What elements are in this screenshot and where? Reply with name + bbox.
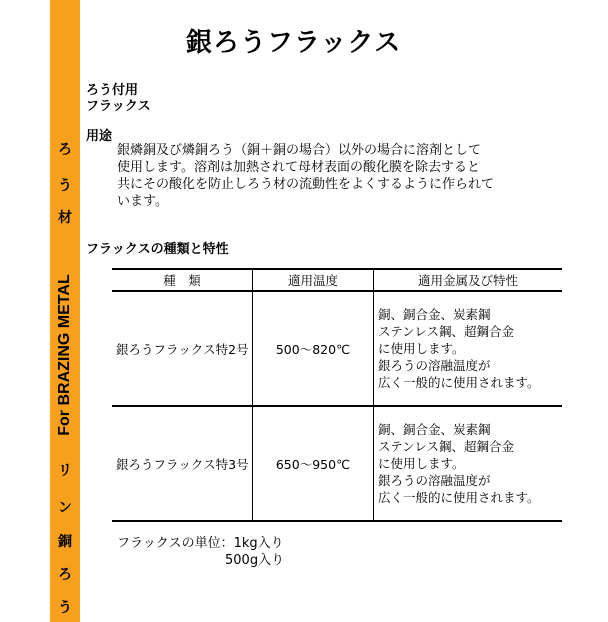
property-line: 銅、銅合金、炭素鋼 (378, 307, 491, 322)
property-line: に使用します。 (378, 341, 465, 356)
usage-heading: 用途 (86, 129, 113, 144)
property-line: に使用します。 (378, 456, 465, 471)
property-line: 銀ろうの溶融温度が (378, 473, 491, 488)
unit-value-2: 500g入り (225, 553, 285, 568)
sidebar-char: 材 (58, 210, 72, 226)
sidebar-char: ン (58, 500, 72, 516)
usage-paragraph (117, 142, 537, 210)
flux-name: 銀ろうフラックス特3号 (112, 406, 253, 521)
unit-value-1: 1kg入り (233, 536, 284, 551)
flux-properties (374, 291, 563, 406)
table-row (112, 291, 562, 406)
sidebar-vertical-text: For BRAZING METAL (56, 274, 73, 436)
sidebar-char: う (58, 600, 72, 616)
sidebar-char: リ (58, 463, 72, 479)
usage-line: 共にその酸化を防止しろう材の流動性をよくするように作られて (117, 177, 495, 192)
category-line-1: ろう付用 (86, 83, 139, 98)
property-line: 銅、銅合金、炭素鋼 (378, 422, 491, 437)
property-line: 広く一般的に使用されます。 (378, 375, 540, 390)
flux-name: 銀ろうフラックス特2号 (112, 291, 253, 406)
usage-line: います。 (117, 194, 168, 209)
column-header-type: 種 類 (112, 269, 253, 291)
sidebar-char: う (58, 178, 72, 194)
types-heading: フラックスの種類と特性 (86, 242, 229, 257)
property-line: 広く一般的に使用されます。 (378, 490, 540, 505)
flux-properties (374, 406, 563, 521)
sidebar-char: ろ (58, 142, 72, 158)
flux-table (112, 268, 562, 522)
property-line: 銀ろうの溶融温度が (378, 358, 491, 373)
sidebar-char: 銅 (58, 534, 72, 550)
column-header-temperature: 適用温度 (253, 269, 374, 291)
property-line: ステンレス鋼、超鋼合金 (378, 324, 514, 339)
flux-temperature: 500～820℃ (253, 291, 374, 406)
table-header-row (112, 269, 562, 291)
property-line: ステンレス鋼、超鋼合金 (378, 439, 514, 454)
page-title: 銀ろうフラックス (186, 28, 402, 58)
sidebar-char: ろ (58, 567, 72, 583)
unit-label: フラックスの単位： (117, 536, 234, 551)
usage-line: 使用します。溶剤は加熱されて母材表面の酸化膜を除去すると (117, 160, 480, 175)
sidebar-band (50, 0, 80, 622)
usage-line: 銀燐銅及び燐銅ろう（銅＋銅の場合）以外の場合に溶剤として (117, 143, 482, 158)
table-row (112, 406, 562, 521)
category-line-2: フラックス (86, 99, 151, 114)
column-header-metals: 適用金属及び特性 (374, 269, 563, 291)
flux-temperature: 650～950℃ (253, 406, 374, 521)
